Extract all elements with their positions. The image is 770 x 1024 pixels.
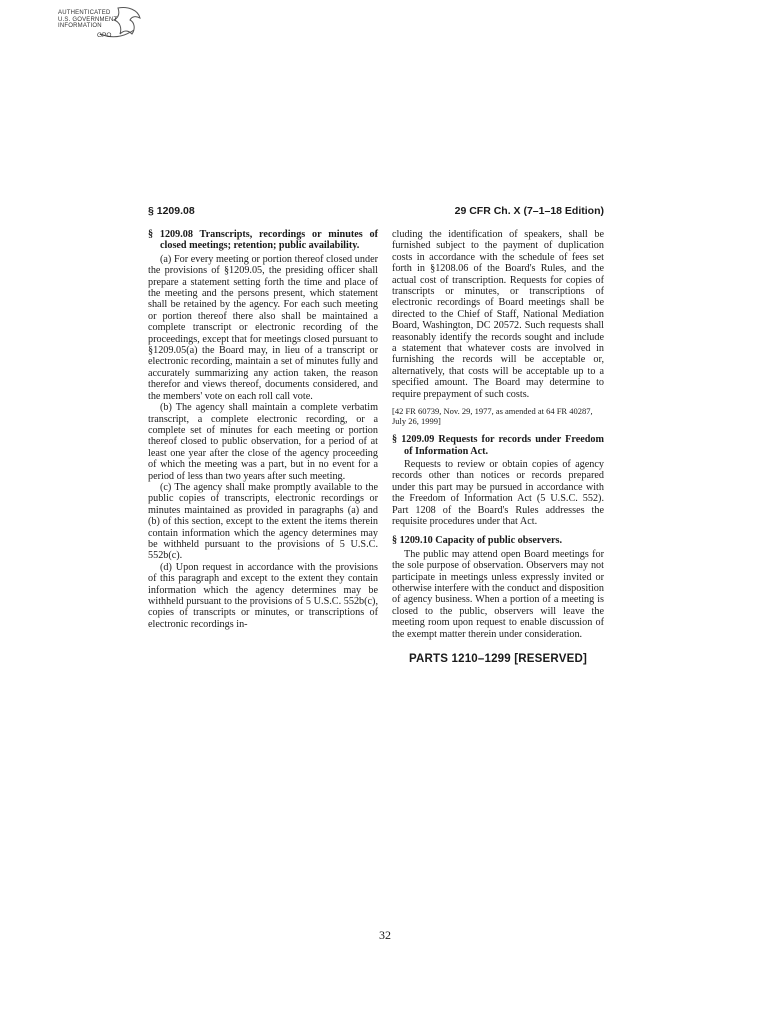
paragraph-b: (b) The agency shall maintain a complete verbatim transcript, a complete electronic recording, or a complete set of minutes for each meeting or portion thereof closed to public observation, for a period of at least one year after the close of the agency proceeding of which the meeting was a part, but in no event for a period of less than two years after such meeting.	[148, 402, 378, 482]
section-1209-10-text: The public may attend open Board meetings for the sole purpose of observation. Observers may not participate in meetings unless expressly invited or otherwise interfere with the conduct and disposition of agency business. When a portion of a meeting is closed to the public, observers will leave the meeting room upon request to enable discussion of the exempt matter therein under consideration.	[392, 548, 604, 640]
header-edition: 29 CFR Ch. X (7–1–18 Edition)	[454, 205, 604, 217]
running-head	[148, 205, 604, 219]
page-number: 32	[379, 928, 391, 942]
section-1209-08-heading: § 1209.08 Transcripts, recordings or minutes of closed meetings; retention; public availability.	[148, 229, 378, 252]
paragraph-a: (a) For every meeting or portion thereof closed under the provisions of §1209.05, the presiding officer shall prepare a statement setting forth the time and place of the meeting and the persons present, which statement shall be retained by the agency. For each such meeting or portion thereof there also shall be maintained a complete transcript or electronic recording of the proceedings, except that for meetings closed pursuant to §1209.05(a) the Board may, in lieu of a transcript or electronic recording, maintain a set of minutes fully and accurately summarizing any action taken, the reason therefor and views thereof, documents considered, and the members' vote on each roll call vote.	[148, 253, 378, 402]
right-column	[392, 229, 604, 665]
logo-gpo-mark: GPO	[97, 32, 112, 39]
section-1209-09-text: Requests to review or obtain copies of agency records other than notices or records prepared under this part may be pursued in accordance with the Freedom of Information Act (5 U.S.C. 552). Part 1208 of the Board's Rules addresses the requisite procedures under that Act.	[392, 458, 604, 527]
paragraph-d: (d) Upon request in accordance with the provisions of this paragraph and except to the extent they contain information which the agency determines may be withheld pursuant to the provisions of 5 U.S.C. 552b(c), copies of transcripts or minutes, or transcriptions of electronic recordings in-	[148, 561, 378, 630]
paragraph-c: (c) The agency shall make promptly available to the public copies of transcripts, electronic recordings or minutes maintained as provided in paragraphs (a) and (b) of this section, except to the extent the items therein contain information which the agency determines may be withheld pursuant to the provisions of 5 U.S.C. 552b(c).	[148, 481, 378, 562]
logo-text: AUTHENTICATED U.S. GOVERNMENT INFORMATION	[58, 10, 118, 29]
parts-reserved-heading: PARTS 1210–1299 [RESERVED]	[409, 653, 587, 665]
section-1209-09-heading: § 1209.09 Requests for records under Freedom of Information Act.	[392, 434, 604, 457]
paragraph-d-continuation: cluding the identification of speakers, shall be furnished subject to the payment of duplication costs in accordance with the schedule of fees set forth in §1208.06 of the Board's Rules, and the actual cost of transcription. Requests for copies of transcripts or minutes, or transcriptions of electronic recordings of Board meetings shall be directed to the Chief of Staff, National Mediation Board, Washington, DC 20572. Such requests shall reasonably identify the records sought and include a statement that whatever costs are involved in furnishing the records will be acceptable or, alternatively, that costs will be acceptable up to a specified amount. The Board may determine to require prepayment of such costs.	[392, 229, 604, 400]
source-citation: [42 FR 60739, Nov. 29, 1977, as amended at 64 FR 40287, July 26, 1999]	[392, 406, 593, 427]
gpo-authentication-logo	[40, 4, 150, 48]
header-section-number: § 1209.08	[148, 205, 195, 217]
section-1209-10-heading: § 1209.10 Capacity of public observers.	[392, 535, 563, 547]
left-column	[148, 229, 378, 630]
